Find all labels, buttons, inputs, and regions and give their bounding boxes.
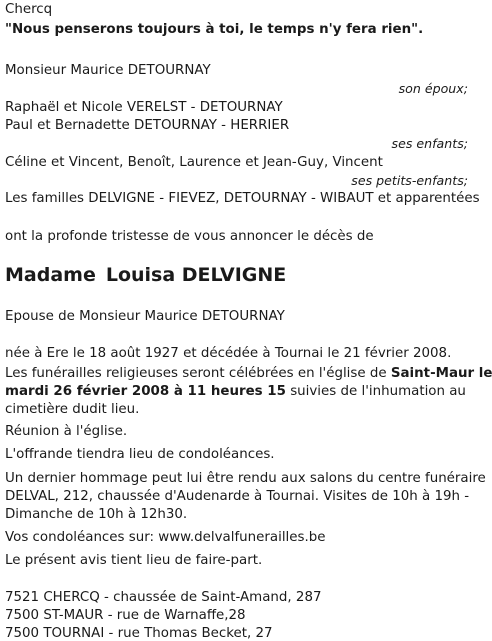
offering-text: L'offrande tiendra lieu de condoléances.: [5, 447, 275, 462]
children-role: ses enfants;: [391, 136, 468, 151]
husband-name: Monsieur Maurice DETOURNAY: [5, 63, 211, 78]
extended-families: Les familles DELVIGNE - FIEVEZ, DETOURNAY - WIBAUT et apparentées: [5, 191, 480, 206]
deceased-name: [5, 264, 286, 286]
tribute-line-1: Un dernier hommage peut lui être rendu aux salons du centre funéraire: [5, 471, 486, 486]
notice-text: Le présent avis tient lieu de faire-part.: [5, 553, 263, 568]
birth-death-dates: née à Ere le 18 août 1927 et décédée à Tournai le 21 février 2008.: [5, 346, 452, 361]
deceased-fullname: Louisa DELVIGNE: [105, 264, 287, 286]
condolences-website: Vos condoléances sur: www.delvalfunerailles.be: [5, 530, 326, 545]
reunion-text: Réunion à l'église.: [5, 424, 128, 439]
funeral-line-1: [5, 366, 492, 381]
child-name: Raphaël et Nicole VERELST - DETOURNAY: [5, 100, 283, 115]
tribute-line-2: DELVAL, 212, chaussée d'Audenarde à Tournai. Visites de 10h à 19h -: [5, 489, 470, 504]
funeral-text: suivies de l'inhumation au: [285, 384, 466, 399]
grandchildren-names: Céline et Vincent, Benoît, Laurence et Jean-Guy, Vincent: [5, 155, 383, 170]
memorial-quote: "Nous penserons toujours à toi, le temps n'y fera rien".: [5, 22, 424, 37]
announcement-text: ont la profonde tristesse de vous annoncer le décès de: [5, 229, 374, 244]
funeral-line-2: [5, 384, 466, 399]
child-name: Paul et Bernadette DETOURNAY - HERRIER: [5, 118, 290, 133]
tribute-line-3: Dimanche de 10h à 12h30.: [5, 507, 188, 522]
funeral-place: Saint-Maur le: [390, 366, 492, 381]
husband-role: son époux;: [398, 81, 468, 96]
address-line: 7521 CHERCQ - chaussée de Saint-Amand, 287: [5, 590, 322, 605]
grandchildren-role: ses petits-enfants;: [351, 173, 468, 188]
address-line: 7500 TOURNAI - rue Thomas Becket, 27: [5, 626, 273, 641]
deceased-title: Madame: [5, 264, 96, 286]
spouse-line: Epouse de Monsieur Maurice DETOURNAY: [5, 309, 285, 324]
funeral-datetime: mardi 26 février 2008 à 11 heures 15: [5, 384, 286, 399]
place-heading: Chercq: [5, 2, 53, 17]
funeral-text: Les funérailles religieuses seront célébrées en l'église de: [5, 366, 391, 381]
address-line: 7500 ST-MAUR - rue de Warnaffe,28: [5, 608, 246, 623]
funeral-line-3: cimetière dudit lieu.: [5, 402, 140, 417]
